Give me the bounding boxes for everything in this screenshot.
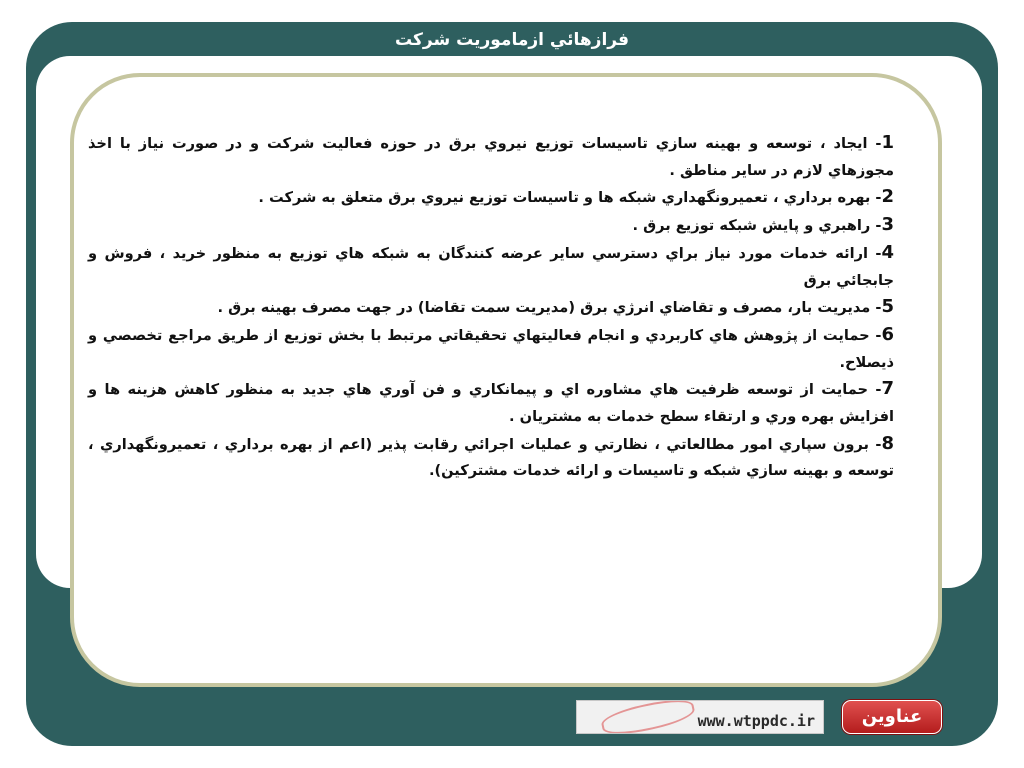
mission-item (88, 294, 894, 322)
mission-item (88, 184, 894, 212)
slide-title: فرازهائي ازماموريت شركت (395, 30, 629, 50)
item-text: - ايجاد ، توسعه و بهينه سازي تاسيسات توزيع نيروي برق در حوزه فعاليت شركت و در صورت نياز با اخذ مجوزهاي لازم در ساير مناطق . (88, 135, 894, 179)
item-number: 5 (881, 296, 894, 318)
contents-button[interactable]: عناوين (842, 700, 942, 734)
item-text: - راهبري و پايش شبكه توزيع برق . (632, 217, 882, 235)
item-text: - مديريت بار، مصرف و تقاضاي انرژي برق (مديريت سمت تقاضا) در جهت مصرف بهينه برق . (217, 299, 882, 317)
item-number: 1 (881, 132, 894, 153)
item-number: 2 (881, 186, 894, 208)
item-text: - ارائه خدمات مورد نياز براي دسترسي ساير عرضه كنندگان به شبكه هاي توزيع به منظور خريد ، فروش و جابجائي برق (88, 244, 894, 289)
logo-swoosh-icon (599, 700, 696, 734)
mission-item (88, 376, 894, 430)
mission-item (88, 130, 894, 184)
item-text: - حمايت از توسعه ظرفيت هاي مشاوره اي و پيمانكاري و فن آوري هاي جديد به منظور كاهش هزينه ها و افزايش بهره وري و ارتقاء سطح خدمات به مشتريان . (88, 381, 894, 426)
mission-item (88, 322, 894, 376)
item-number: 4 (881, 241, 894, 263)
mission-item (88, 240, 894, 294)
item-number: 3 (881, 214, 894, 236)
mission-item (88, 431, 894, 485)
item-number: 7 (881, 378, 894, 400)
company-logo[interactable] (576, 700, 824, 734)
mission-item (88, 212, 894, 240)
mission-list (88, 130, 894, 485)
item-text: - بهره برداري ، تعميرونگهداري شبكه ها و تاسيسات توزيع نيروي برق متعلق به شركت . (258, 189, 882, 207)
item-number: 8 (881, 432, 894, 454)
logo-url: www.wtppdc.ir (697, 712, 815, 730)
item-number: 6 (881, 323, 894, 345)
item-text: - برون سپاري امور مطالعاتي ، نظارتي و عمليات اجرائي رقابت پذير (اعم از بهره برداري ، تعميرونگهداري ، توسعه و بهينه سازي شبكه و تاسيسات و ارائه خدمات مشتركين). (88, 435, 894, 480)
item-text: - حمايت از پژوهش هاي كاربردي و انجام فعاليتهاي تحقيقاتي مرتبط با بخش توزيع از طريق مراجع تخصصي و ذيصلاح. (88, 326, 894, 371)
